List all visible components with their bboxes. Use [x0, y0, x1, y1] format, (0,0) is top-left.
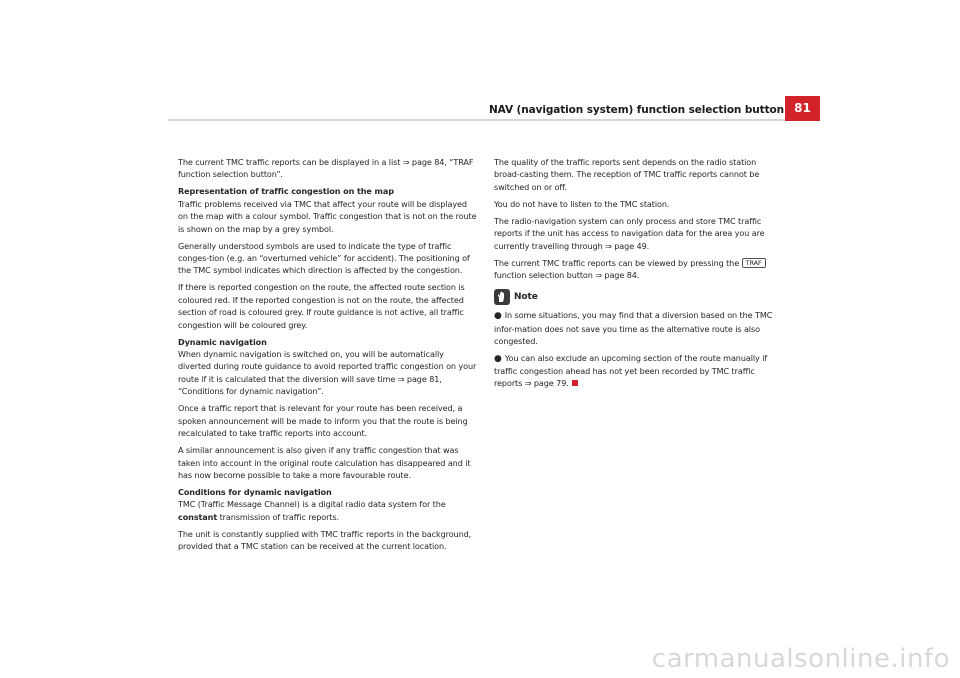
section-heading: Representation of traffic congestion on the map	[178, 186, 394, 197]
note-hand-icon	[494, 289, 510, 305]
note-bullet	[494, 352, 776, 390]
section-end-icon	[572, 380, 578, 386]
text-run: function selection button ⇒ page 84.	[494, 270, 640, 281]
paragraph: The quality of the traffic reports sent depends on the radio station broad-casting them. The reception of TMC traffic reports cannot be switched on or off.	[494, 157, 760, 192]
paragraph: Once a traffic report that is relevant for your route has been received, a spoken announcement will be made to inform you that the route is being recalculated to take traffic reports into account.	[178, 403, 468, 439]
paragraph: When dynamic navigation is switched on, you will be automatically diverted during route guidance to avoid reported traffic congestion on your route if it is calculated that the diversion will save time ⇒ page 81, “Conditions for dynamic navigation”.	[178, 349, 477, 397]
text-run: TMC (Traffic Message Channel) is a digital radio data system for the	[178, 499, 446, 510]
bullet-dot-icon: ●	[494, 353, 502, 364]
page-header-title: NAV (navigation system) function selection button	[488, 104, 784, 116]
text-run: The current TMC traffic reports can be viewed by pressing the	[494, 257, 742, 268]
page-number: 81	[785, 96, 820, 119]
paragraph	[178, 498, 478, 523]
paragraph: The current TMC traffic reports can be displayed in a list ⇒ page 84, “TRAF function selection button”.	[178, 157, 474, 180]
section-heading: Conditions for dynamic navigation	[178, 486, 332, 497]
paragraph	[494, 257, 776, 282]
note-heading	[494, 289, 776, 305]
left-column	[178, 156, 478, 557]
traf-key-label: TRAF	[742, 258, 766, 268]
note-bullet	[494, 309, 776, 347]
paragraph: A similar announcement is also given if any traffic congestion that was taken into account in the original route calculation has disappeared and it has now become possible to take a more favourable route.	[178, 445, 471, 480]
note-label: Note	[514, 292, 538, 303]
right-column	[494, 156, 776, 394]
bullet-text: In some situations, you may find that a diversion based on the TMC infor-mation does not save you time as the alternative route is also congested.	[494, 310, 773, 347]
paragraph: You do not have to listen to the TMC station.	[494, 198, 670, 209]
paragraph: Traffic problems received via TMC that affect your route will be displayed on the map with a colour symbol. Traffic congestion that is not on the route is shown on the map by a grey symbol.	[178, 198, 477, 234]
bullet-text: You can also exclude an upcoming section of the route manually if traffic congestion ahead has not yet been recorded by TMC traffic reports ⇒ page 79.	[494, 352, 768, 389]
header-rule-accent	[785, 119, 820, 121]
text-run: transmission of traffic reports.	[217, 511, 339, 522]
paragraph: The unit is constantly supplied with TMC traffic reports in the background, provided that a TMC station can be received at the current location.	[178, 528, 472, 552]
header-rule	[168, 119, 785, 121]
watermark: carmanualsonline.info	[651, 644, 950, 674]
bullet-dot-icon: ●	[494, 311, 502, 322]
paragraph: The radio-navigation system can only process and store TMC traffic reports if the unit has access to navigation data for the area you are currently travelling through ⇒ page 49.	[494, 215, 765, 251]
emphasis-text: constant	[178, 511, 218, 522]
section-heading: Dynamic navigation	[178, 336, 267, 347]
paragraph: Generally understood symbols are used to indicate the type of traffic conges-tion (e.g. an “overturned vehicle” for accident). The positioning of the TMC symbol indicates which direction is affected by the congestion.	[178, 240, 470, 276]
paragraph: If there is reported congestion on the route, the affected route section is coloured red. If the reported congestion is not on the route, the affected section of road is coloured grey. If route guidance is not active, all traffic congestion will be coloured grey.	[178, 282, 465, 330]
